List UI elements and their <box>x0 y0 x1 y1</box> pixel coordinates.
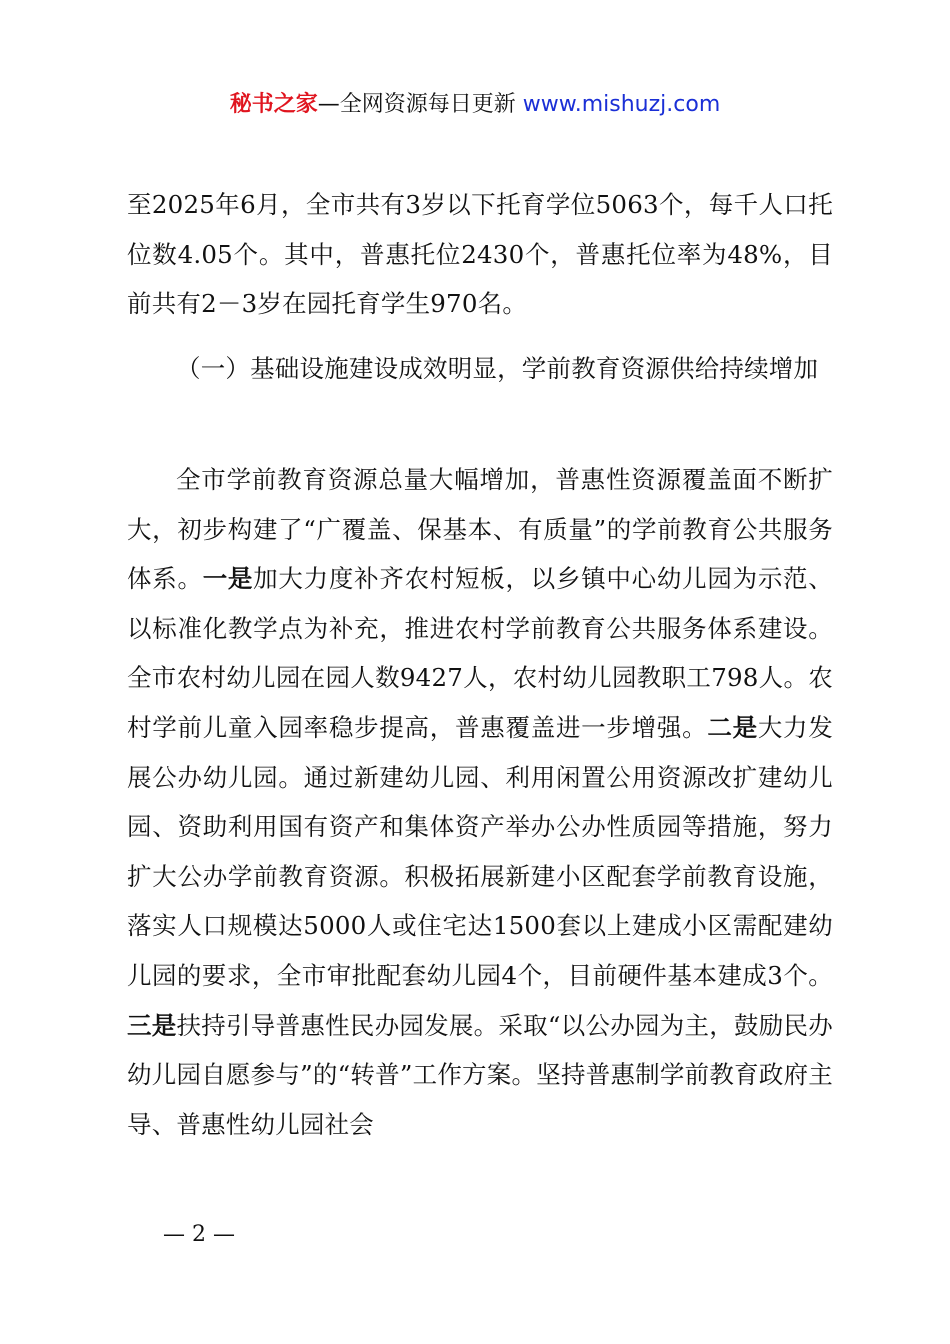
page-number: — 2 — <box>163 1222 235 1247</box>
paragraph-statistics <box>127 180 833 329</box>
point-text-3: 扶持引导普惠性民办园发展。采取“以公办园为主，鼓励民办幼儿园自愿参与”的“转普”工作方案。坚持普惠制学前教育政府主导、普惠性幼儿园社会 <box>127 1010 833 1139</box>
paragraph-text: 至2025年6月，全市共有3岁以下托育学位5063个，每千人口托位数4.05个。其中，普惠托位2430个，普惠托位率为48%，目前共有2－3岁在园托育学生970名。 <box>127 190 833 319</box>
point-label-1: 一是 <box>202 564 254 594</box>
paragraph-intro: 全市学前教育资源总量大幅增加，普惠性资源覆盖面不断扩大，初步构建了“广覆盖、保基本、有质量”的学前教育公共服务体系。 <box>127 465 833 594</box>
header-url[interactable]: www.mishuzj.com <box>522 92 721 117</box>
header-tagline: —全网资源每日更新 <box>317 92 523 117</box>
point-text-2: 大力发展公办幼儿园。通过新建幼儿园、利用闲置公用资源改扩建幼儿园、资助利用国有资产和集体资产举办公办性质园等措施，努力扩大公办学前教育资源。积极拓展新建小区配套学前教育设施，落实人口规模达5000人或住宅达1500套以上建成小区需配建幼儿园的要求，全市审批配套幼儿园4个，目前硬件基本建成3个。 <box>127 712 833 990</box>
site-header <box>0 90 950 120</box>
point-label-3: 三是 <box>127 1010 177 1040</box>
brand-name: 秘书之家 <box>229 92 318 117</box>
paragraph-details <box>127 455 833 1149</box>
point-label-2: 二是 <box>707 712 758 742</box>
paragraph-content <box>127 455 833 1149</box>
point-text-1: 加大力度补齐农村短板，以乡镇中心幼儿园为示范、以标准化教学点为补充，推进农村学前教育公共服务体系建设。全市农村幼儿园在园人数9427人，农村幼儿园教职工798人。农村学前儿童入园率稳步提高，普惠覆盖进一步增强。 <box>127 564 833 742</box>
section-heading-text: （一）基础设施建设成效明显，学前教育资源供给持续增加 <box>176 354 819 383</box>
section-heading <box>127 344 833 394</box>
